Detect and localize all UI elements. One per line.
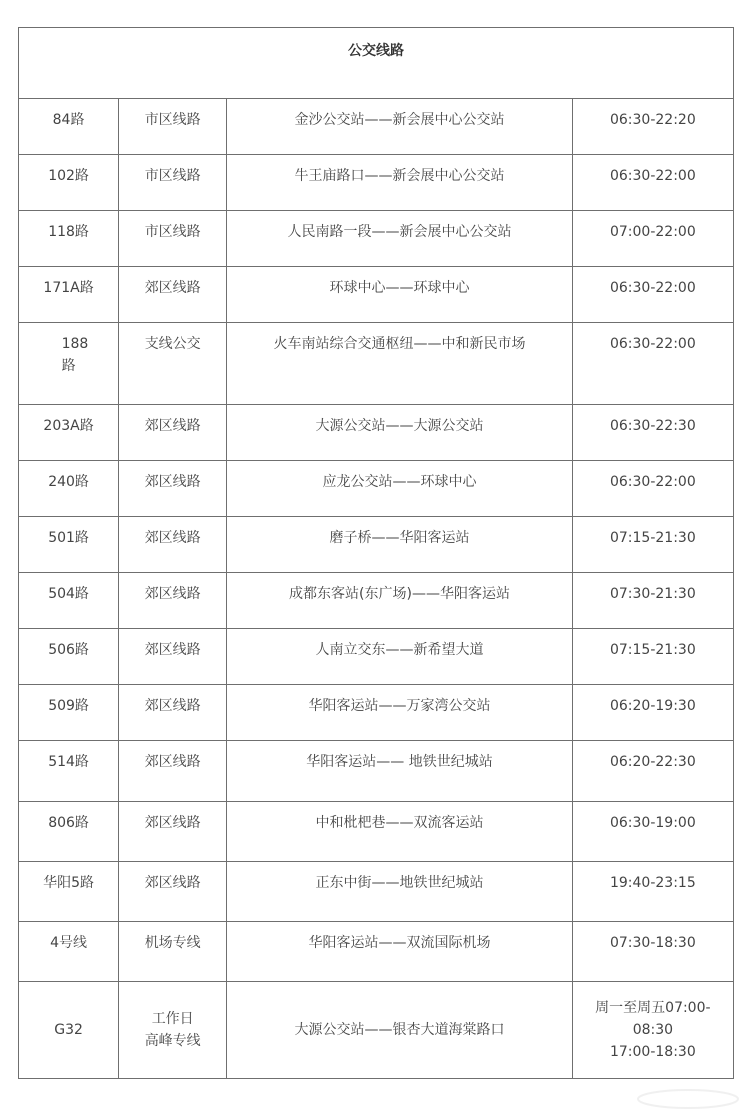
route-type: 郊区线路 [119,741,227,802]
route-stations: 牛王庙路口——新会展中心公交站 [227,155,572,211]
hours-line: 17:00-18:30 [609,1044,696,1060]
route-stations: 环球中心——环球中心 [227,267,572,323]
operating-hours [572,982,733,1079]
operating-hours: 07:00-22:00 [572,211,733,267]
table-row [19,211,734,267]
route-type-line: 工作日 [151,1011,194,1027]
route-number: 240路 [19,461,119,517]
table-row [19,982,734,1079]
route-type [119,982,227,1079]
operating-hours: 06:30-22:00 [572,267,733,323]
route-stations: 大源公交站——银杏大道海棠路口 [227,982,572,1079]
table-title-row [19,28,734,99]
route-type-line: 高峰专线 [144,1033,201,1049]
route-type: 郊区线路 [119,461,227,517]
operating-hours: 06:20-19:30 [572,685,733,741]
route-type: 郊区线路 [119,517,227,573]
table-title: 公交线路 [19,28,734,99]
table-row [19,685,734,741]
route-stations: 大源公交站——大源公交站 [227,405,572,461]
route-number: 118路 [19,211,119,267]
route-number: 171A路 [19,267,119,323]
operating-hours: 06:30-22:30 [572,405,733,461]
operating-hours: 06:30-22:20 [572,99,733,155]
table-row [19,802,734,862]
route-type: 郊区线路 [119,629,227,685]
bus-routes-table [18,27,734,1079]
route-type: 郊区线路 [119,573,227,629]
route-stations: 中和枇杷巷——双流客运站 [227,802,572,862]
route-number: 514路 [19,741,119,802]
table-row [19,267,734,323]
route-number: 84路 [19,99,119,155]
route-number: 华阳5路 [19,862,119,922]
route-number: 102路 [19,155,119,211]
route-type: 郊区线路 [119,685,227,741]
route-type: 郊区线路 [119,267,227,323]
route-stations: 华阳客运站——双流国际机场 [227,922,572,982]
table-row [19,155,734,211]
route-type: 机场专线 [119,922,227,982]
route-stations: 华阳客运站—— 地铁世纪城站 [227,741,572,802]
operating-hours: 06:30-22:00 [572,155,733,211]
route-stations: 应龙公交站——环球中心 [227,461,572,517]
route-number: 203A路 [19,405,119,461]
table-row [19,573,734,629]
table-row [19,862,734,922]
operating-hours: 06:30-19:00 [572,802,733,862]
route-type: 郊区线路 [119,405,227,461]
route-stations: 成都东客站(东广场)——华阳客运站 [227,573,572,629]
route-stations: 金沙公交站——新会展中心公交站 [227,99,572,155]
route-number: G32 [19,982,119,1079]
route-number: 501路 [19,517,119,573]
route-type: 市区线路 [119,155,227,211]
table-row [19,922,734,982]
table-row [19,629,734,685]
operating-hours: 06:30-22:00 [572,461,733,517]
route-number: 4号线 [19,922,119,982]
route-number: 504路 [19,573,119,629]
route-type: 市区线路 [119,211,227,267]
table-row [19,461,734,517]
table-row [19,323,734,405]
route-stations: 华阳客运站——万家湾公交站 [227,685,572,741]
route-type: 市区线路 [119,99,227,155]
route-number: 806路 [19,802,119,862]
hours-line: 周一至周五07:00- [595,1000,711,1016]
operating-hours: 07:15-21:30 [572,629,733,685]
route-type: 郊区线路 [119,802,227,862]
route-number: 509路 [19,685,119,741]
route-number-text: 188路 [61,336,89,374]
hours-line: 08:30 [632,1022,674,1038]
operating-hours: 06:30-22:00 [572,323,733,405]
operating-hours: 07:15-21:30 [572,517,733,573]
route-number: 506路 [19,629,119,685]
table-row [19,99,734,155]
operating-hours: 07:30-18:30 [572,922,733,982]
table-row [19,741,734,802]
route-number [19,323,119,405]
route-type: 郊区线路 [119,862,227,922]
table-row [19,517,734,573]
route-stations: 正东中街——地铁世纪城站 [227,862,572,922]
route-type: 支线公交 [119,323,227,405]
route-stations: 人民南路一段——新会展中心公交站 [227,211,572,267]
operating-hours: 07:30-21:30 [572,573,733,629]
operating-hours: 19:40-23:15 [572,862,733,922]
route-stations: 人南立交东——新希望大道 [227,629,572,685]
route-stations: 磨子桥——华阳客运站 [227,517,572,573]
table-row [19,405,734,461]
operating-hours: 06:20-22:30 [572,741,733,802]
watermark-logo [636,1088,740,1110]
route-stations: 火车南站综合交通枢纽——中和新民市场 [227,323,572,405]
